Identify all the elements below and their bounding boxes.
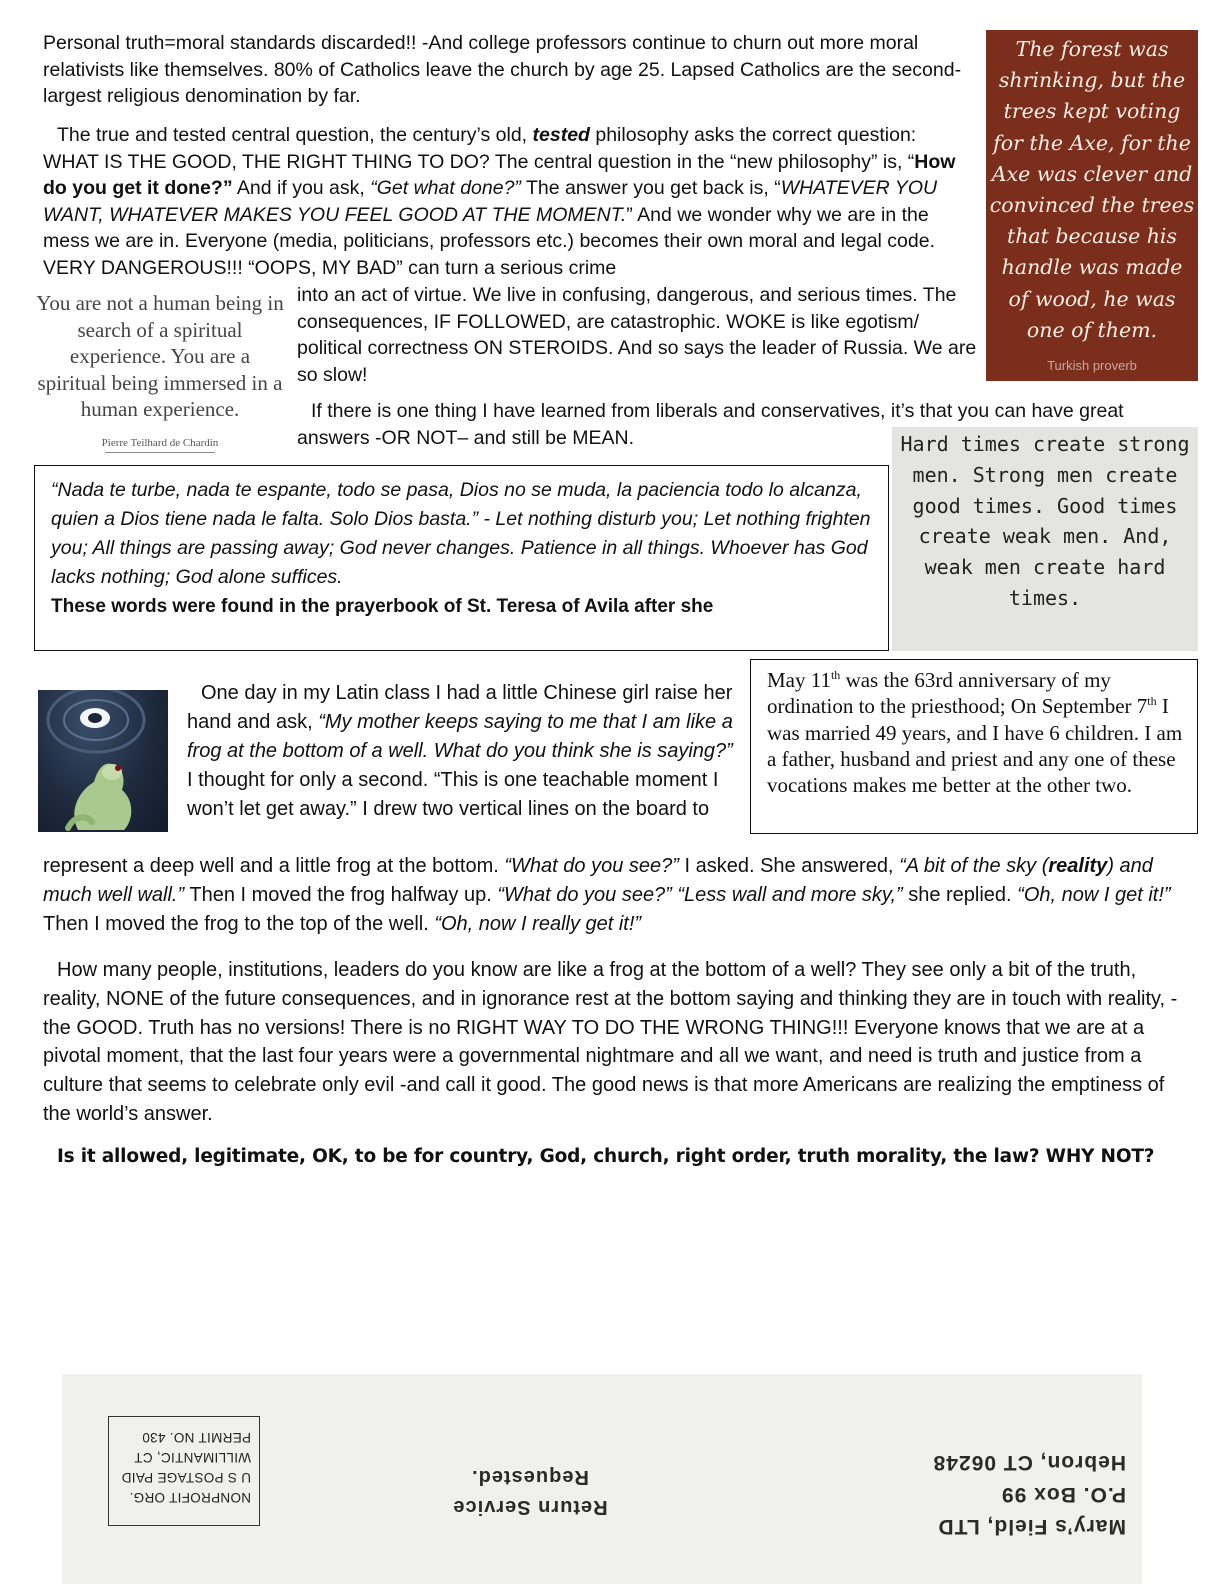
text-run: represent a deep well and a little frog at the bottom. <box>43 855 505 877</box>
text-run: Then I moved the frog halfway up. <box>184 884 498 906</box>
forest-proverb-author: Turkish proverb <box>1047 358 1137 374</box>
quote-run: ) and much well wall.” <box>43 855 1153 906</box>
text-run: I was married 49 years, and I have 6 children. I am a father, husband and priest and any one of these vocations makes me better at the other two. <box>767 694 1183 798</box>
frog-story-continued-text <box>43 852 1183 939</box>
text-run: May 11 <box>767 668 831 692</box>
intro-paragraph-1 <box>43 30 963 110</box>
sender-address <box>866 1446 1126 1542</box>
return-service-line: Requested. <box>471 1466 589 1488</box>
frog-illustration <box>38 690 168 832</box>
ordinal-suffix: th <box>1147 694 1157 709</box>
emphasis-question: How do you get it done?” <box>43 150 956 200</box>
address-line: Hebron, CT 06248 <box>932 1451 1126 1474</box>
author-underline <box>105 452 215 453</box>
well-paragraph <box>43 956 1183 1129</box>
anniversary-text <box>751 660 1197 798</box>
quote-run: “What do you see?” <box>504 855 679 877</box>
quote-run: “What do you see?” “Less wall and more sky,” <box>497 884 903 906</box>
text-run: philosophy asks the correct question: WHAT IS THE GOOD, THE RIGHT THING TO DO? The central question in the “new philosophy” is, “ <box>43 124 917 173</box>
text-run: I thought for only a second. “This is one teachable moment I won’t let get away.” I drew two vertical lines on the board to <box>187 769 719 820</box>
anniversary-box <box>750 659 1198 834</box>
emphasis-reality: reality <box>1048 855 1108 877</box>
frog-story-text <box>187 679 742 824</box>
frog-story-paragraph <box>187 679 742 824</box>
frog-story-continued <box>43 852 1183 939</box>
chardin-author: Pierre Teilhard de Chardin <box>101 436 219 449</box>
forest-proverb-text: The forest was shrinking, but the trees kept voting for the Axe, for the Axe was clever and convinced the trees that because his handle was made of wood, he was one of them. <box>989 37 1195 342</box>
return-service-label <box>420 1462 640 1522</box>
chardin-quote <box>34 290 286 453</box>
text-run: The true and tested central question, the century’s old, <box>57 124 533 146</box>
address-line: P.O. Box 99 <box>1000 1483 1126 1506</box>
ordinal-suffix: th <box>830 668 841 682</box>
teresa-quote-text: “Nada te turbe, nada te espante, todo se pasa, Dios no se muda, la paciencia todo lo alcanza, quien a Dios tiene nada le falta. Solo Dios basta.” - Let nothing disturb you; Let nothing frighten you; All things are passing away; God never changes. Patience in all things. Whoever has God lacks nothing; God alone suffices. <box>51 479 871 588</box>
text-run: she replied. <box>902 884 1018 906</box>
intro-text-3: into an act of virtue. We live in confusing, dangerous, and serious times. The consequences, IF FOLLOWED, are catastrophic. WOKE is like egotism/ political correctness ON STEROIDS. And so says the leader of Russia. We are so slow! <box>297 284 977 386</box>
emphasis-tested: tested <box>532 124 590 146</box>
central-question-text <box>43 122 968 282</box>
text-run: was the 63rd anniversary of my ordination to the priesthood; On September 7 <box>767 668 1148 719</box>
hard-times-box <box>892 427 1198 651</box>
permit-text <box>109 1427 259 1525</box>
emphasis-whatever: WHATEVER YOU WANT, WHATEVER MAKES YOU FEEL GOOD AT THE MOMENT. <box>43 177 938 226</box>
address-line: Mary’s Field, LTD <box>937 1515 1126 1538</box>
intro-paragraph-2 <box>43 122 968 282</box>
postage-permit-box <box>108 1416 260 1526</box>
text-run: One day in my Latin class I had a little Chinese girl raise her hand and ask, <box>187 682 733 733</box>
emphasis-get-what: “Get what done?” <box>370 177 521 200</box>
hard-times-text: Hard times create strong men. Strong men create good times. Good times create weak men. And, weak men create hard times. <box>900 432 1190 610</box>
quote-run: “Oh, now I get it!” <box>1017 884 1171 906</box>
teresa-note: These words were found in the prayerbook of St. Teresa of Avila after she <box>51 596 714 617</box>
permit-line: WILLIMANTIC, CT <box>133 1450 251 1465</box>
text-run: And if you ask, <box>232 177 371 200</box>
girl-question: “My mother keeps saying to me that I am like a frog at the bottom of a well. What do you think she is saying?” <box>187 711 733 762</box>
text-run: ” And we wonder why we are in the mess we are in. Everyone (media, politicians, professors etc.) becomes their own moral and legal code. VERY DANGEROUS!!! “OOPS, MY BAD” can turn a serious crime <box>43 203 935 279</box>
forest-proverb-box <box>986 30 1198 381</box>
teresa-quote-box <box>34 465 889 651</box>
text-run: The answer you get back is, “ <box>520 177 781 200</box>
intro-text-4: If there is one thing I have learned from liberals and conservatives, it’s that you can have great answers -OR NOT– and still be MEAN. <box>297 400 1124 449</box>
return-service-line: Return Service <box>452 1496 608 1518</box>
permit-line: U S POSTAGE PAID <box>121 1470 251 1485</box>
chardin-quote-text: You are not a human being in search of a spiritual experience. You are a spiritual being immersed in a human experience. <box>36 291 284 421</box>
intro-text-1: Personal truth=moral standards discarded!! -And college professors continue to churn out more moral relativists like themselves. 80% of Catholics leave the church by age 25. Lapsed Catholics are the second-largest religious denomination by far. <box>43 32 962 108</box>
frog-in-well-icon <box>38 690 168 832</box>
text-run: I asked. She answered, <box>678 855 900 877</box>
permit-line: PERMIT NO. 430 <box>142 1430 251 1445</box>
quote-run: “A bit of the sky ( <box>899 855 1049 877</box>
permit-line: NONPROFIT ORG. <box>129 1490 251 1505</box>
closing-question: Is it allowed, legitimate, OK, to be for country, God, church, right order, truth morality, the law? WHY NOT? <box>57 1146 1155 1167</box>
intro-paragraph-3 <box>297 282 977 388</box>
text-run: Then I moved the frog to the top of the well. <box>43 913 435 935</box>
well-paragraph-text: How many people, institutions, leaders do you know are like a frog at the bottom of a well? They see only a bit of the truth, reality, NONE of the future consequences, and in ignorance rest at the bottom saying and thinking they are in touch with reality, -the GOOD. Truth has no versions! There is no RIGHT WAY TO DO THE WRONG THING!!! Everyone knows that we are at a pivotal moment, that the last four years were a governmental nightmare and all we want, and need is truth and justice from a culture that seems to celebrate only evil -and call it good. The good news is that more Americans are realizing the emptiness of the world’s answer. <box>43 959 1178 1125</box>
quote-run: “Oh, now I really get it!” <box>434 913 642 935</box>
